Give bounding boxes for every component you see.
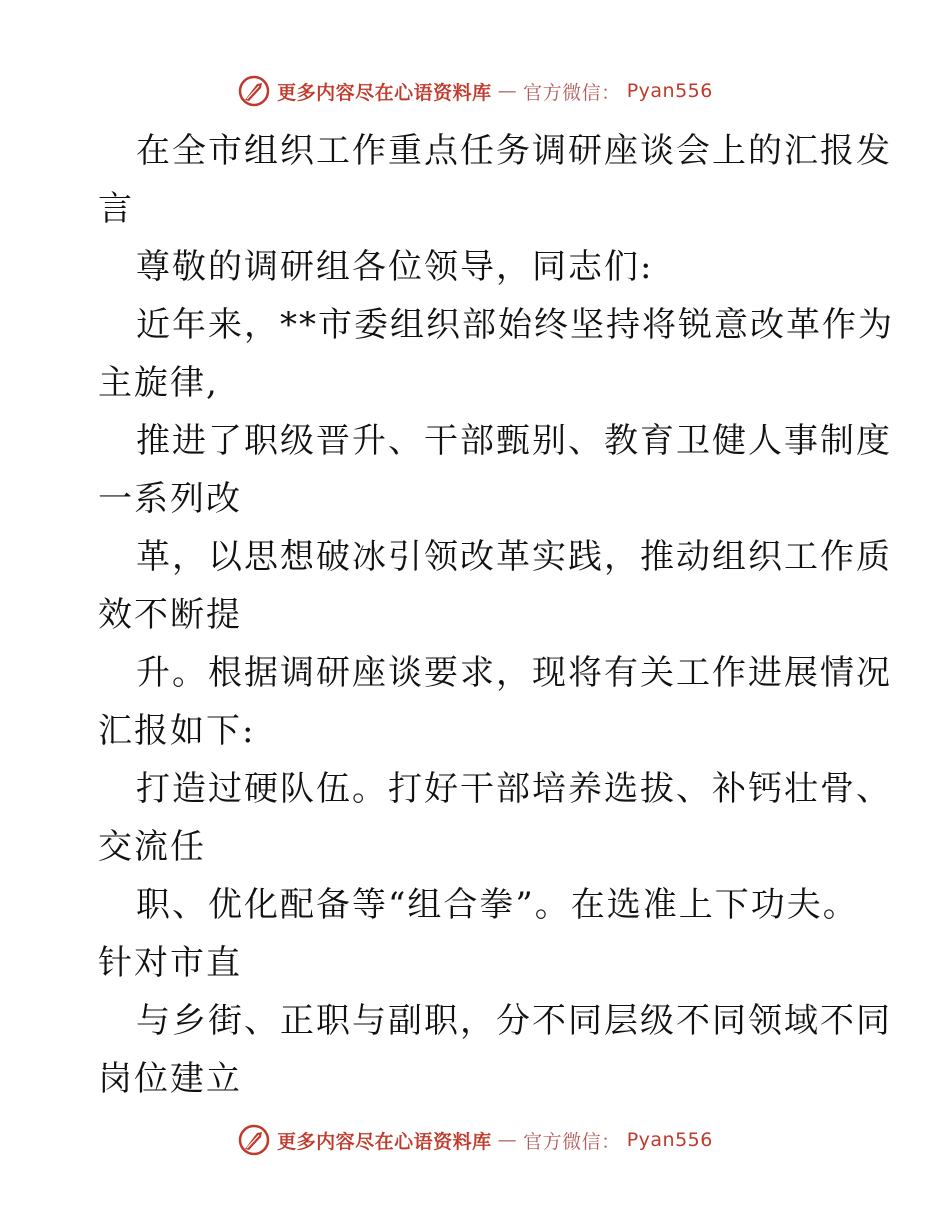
text-line: 尊敬的调研组各位领导，同志们: xyxy=(136,247,654,287)
watermark-label: 官方微信： xyxy=(523,81,621,104)
text-line: 针对市直 xyxy=(98,943,242,983)
text-line: 职、优化配备等“组合拳”。在选准上下功夫。 xyxy=(136,885,859,925)
header-watermark xyxy=(0,71,950,111)
watermark-brand: 更多内容尽在心语资料库 xyxy=(277,81,492,104)
text-line: 革，以思想破冰引领改革实践，推动组织工作质 xyxy=(136,537,892,577)
watermark-wechat-id: Pyan556 xyxy=(626,1129,713,1151)
text-line: 升。根据调研座谈要求，现将有关工作进展情况 xyxy=(136,653,892,693)
text-line: 近年来，**市委组织部始终坚持将锐意改革作为 xyxy=(136,305,894,345)
text-line: 主旋律, xyxy=(98,363,219,403)
text-line: 在全市组织工作重点任务调研座谈会上的汇报发 xyxy=(136,131,892,171)
text-line: 言 xyxy=(98,189,134,229)
text-line: 交流任 xyxy=(98,827,206,867)
text-line: 效不断提 xyxy=(98,595,242,635)
document-body xyxy=(98,122,894,1108)
text-line: 岗位建立 xyxy=(98,1059,242,1099)
watermark-separator: — xyxy=(497,1129,518,1151)
watermark-wechat-id: Pyan556 xyxy=(626,80,713,102)
text-line: 打造过硬队伍。打好干部培养选拔、补钙壮骨、 xyxy=(136,769,892,809)
quill-pen-logo-icon xyxy=(237,1123,271,1157)
text-line: 汇报如下: xyxy=(98,711,256,751)
quill-pen-logo-icon xyxy=(237,74,271,108)
text-line: 推进了职级晋升、干部甄别、教育卫健人事制度 xyxy=(136,421,892,461)
watermark-separator: — xyxy=(497,80,518,102)
document-text xyxy=(98,122,894,1108)
text-line: 与乡街、正职与副职，分不同层级不同领域不同 xyxy=(136,1001,892,1041)
watermark-label: 官方微信： xyxy=(523,1130,621,1153)
text-line: 一系列改 xyxy=(98,479,242,519)
footer-watermark xyxy=(0,1120,950,1160)
watermark-brand: 更多内容尽在心语资料库 xyxy=(277,1130,492,1153)
